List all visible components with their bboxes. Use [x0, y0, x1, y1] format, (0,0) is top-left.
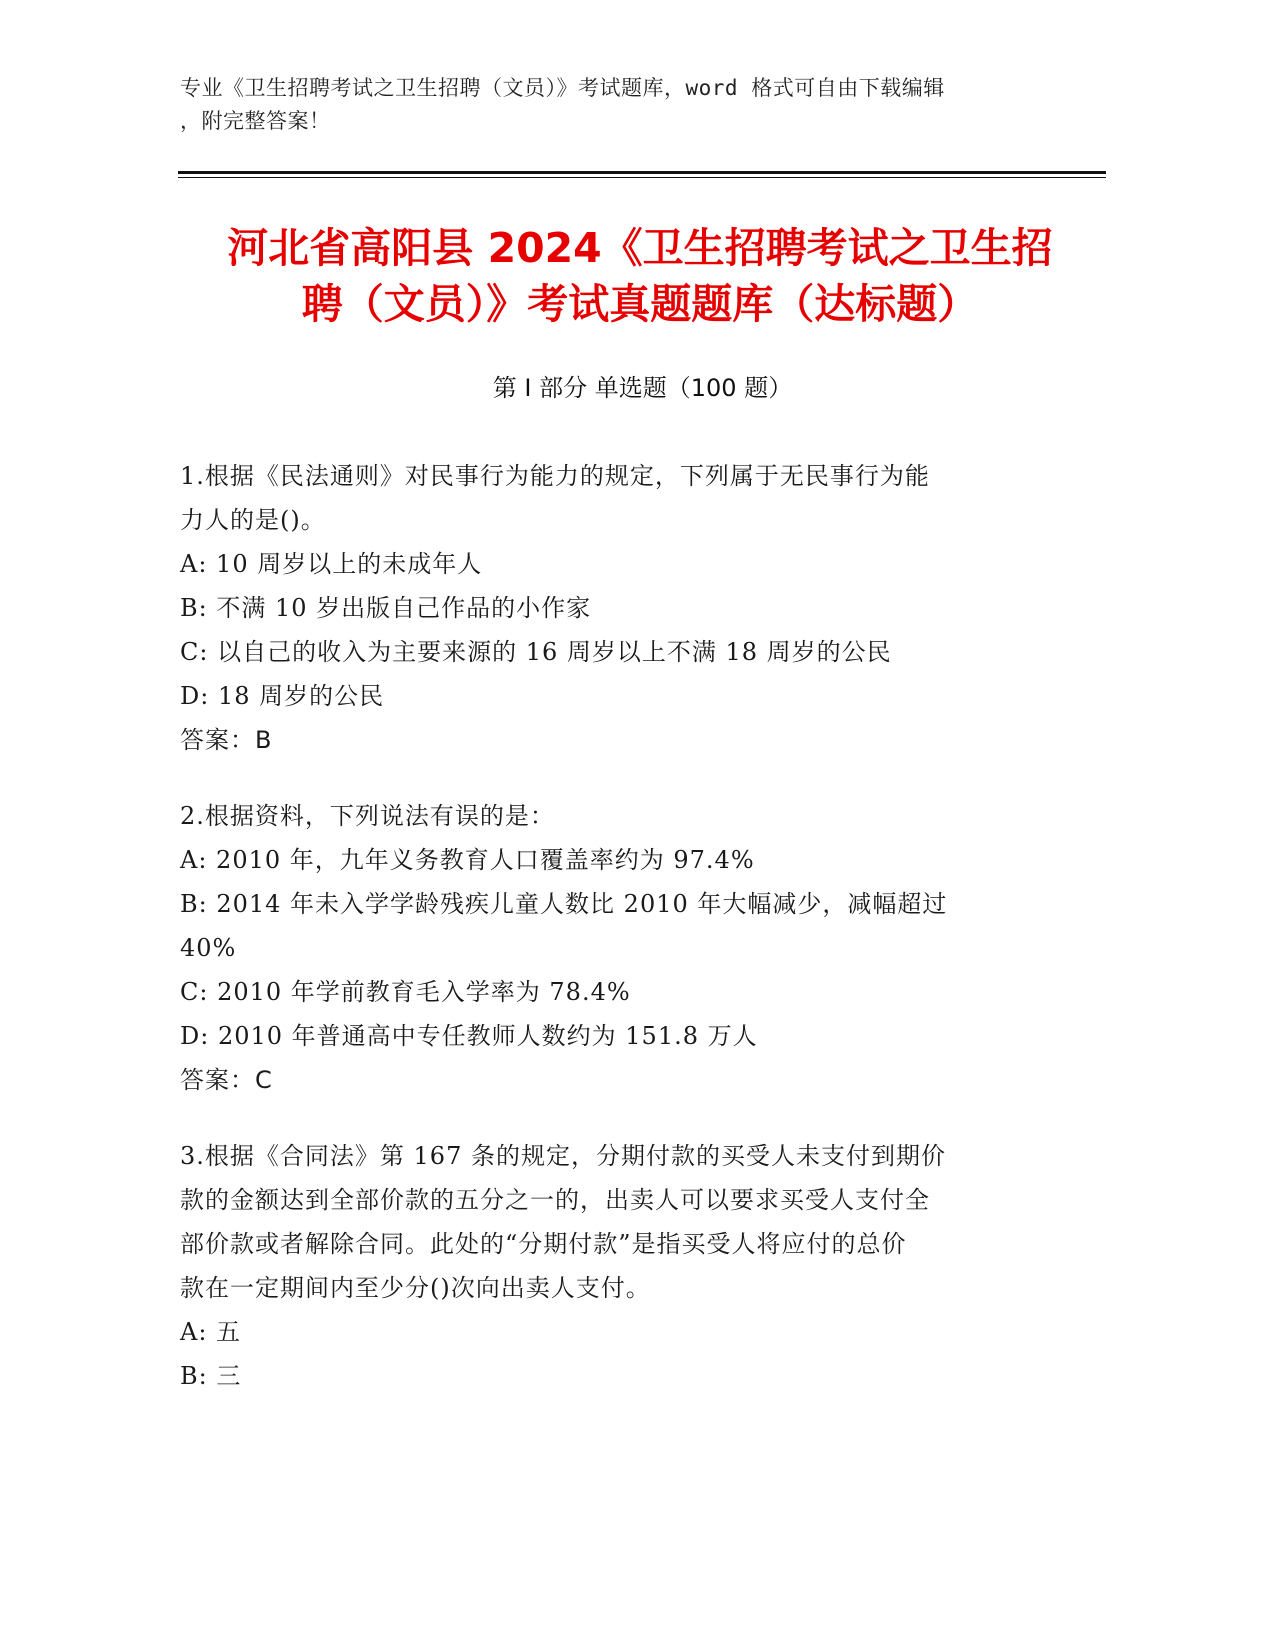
section-title: 第 I 部分 单选题（100 题）: [492, 374, 793, 402]
option-a: A: 2010 年，九年义务教育人口覆盖率约为 97.4%: [180, 846, 755, 874]
document-title-line-2: 聘（文员）》考试真题题库（达标题）: [301, 280, 979, 328]
question-stem-line: 力人的是()。: [180, 506, 326, 534]
option-d: D: 18 周岁的公民: [180, 682, 385, 710]
option-c: C: 2010 年学前教育毛入学率为 78.4%: [180, 978, 631, 1006]
question-stem-line: 部价款或者解除合同。此处的“分期付款”是指买受人将应付的总价: [180, 1230, 907, 1258]
option-b: B: 三: [180, 1362, 242, 1390]
option-d: D: 2010 年普通高中专任教师人数约为 151.8 万人: [180, 1022, 758, 1050]
header-rule-thick: [178, 171, 1106, 174]
option-b-continued: 40%: [180, 934, 237, 962]
question-stem-line: 3.根据《合同法》第 167 条的规定，分期付款的买受人未支付到期价: [180, 1142, 946, 1170]
question-stem-line: 款的金额达到全部价款的五分之一的，出卖人可以要求买受人支付全: [180, 1186, 930, 1214]
header-note-line-2: ，附完整答案！: [180, 109, 331, 133]
option-b: B: 不满 10 岁出版自己作品的小作家: [180, 594, 592, 622]
header-note: [180, 72, 1060, 138]
question-3: [180, 1134, 1025, 1398]
question-list: [180, 454, 1025, 1430]
answer-label: 答案：B: [180, 726, 273, 754]
question-2: [180, 794, 1025, 1102]
document-title-line-1: 河北省高阳县 2024《卫生招聘考试之卫生招: [227, 224, 1053, 272]
option-c: C: 以自己的收入为主要来源的 16 周岁以上不满 18 周岁的公民: [180, 638, 892, 666]
answer-label: 答案：C: [180, 1066, 273, 1094]
question-stem-line: 款在一定期间内至少分()次向出卖人支付。: [180, 1274, 651, 1302]
header-note-line-1: 专业《卫生招聘考试之卫生招聘（文员）》考试题库，word 格式可自由下载编辑: [180, 76, 945, 100]
question-stem-line: 2.根据资料，下列说法有误的是：: [180, 802, 555, 830]
option-a: A: 10 周岁以上的未成年人: [180, 550, 483, 578]
question-1: [180, 454, 1025, 762]
question-stem-line: 1.根据《民法通则》对民事行为能力的规定，下列属于无民事行为能: [180, 462, 930, 490]
option-a: A: 五: [180, 1318, 242, 1346]
header-rule-thin: [178, 177, 1106, 178]
option-b: B: 2014 年未入学学龄残疾儿童人数比 2010 年大幅减少，减幅超过: [180, 890, 948, 918]
document-title: [160, 220, 1120, 332]
